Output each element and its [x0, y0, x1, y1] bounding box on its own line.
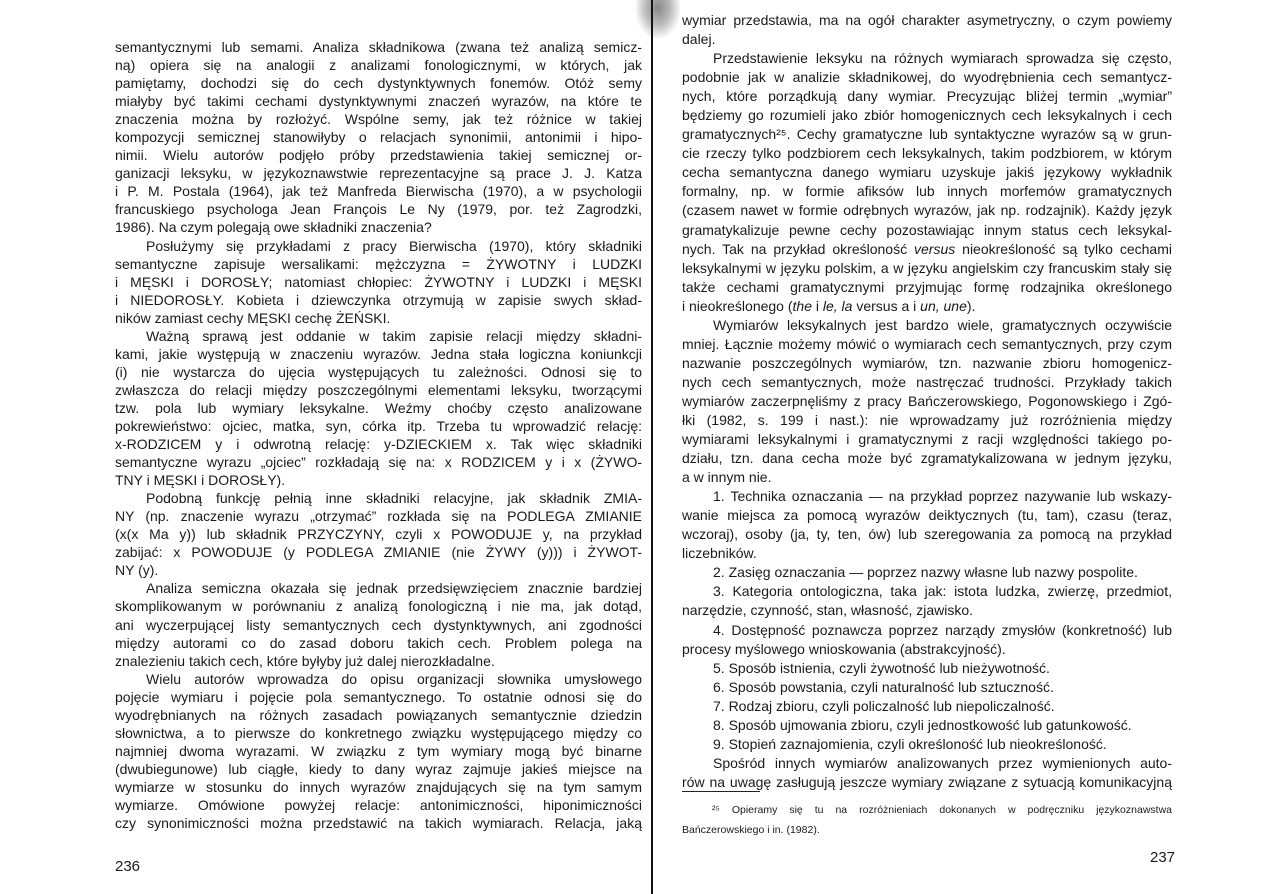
- footnote-line: Bańczerowskiego i in. (1982).: [682, 824, 820, 836]
- text-line: będziemy go rozumieli jako zbiór homogenicznych cech leksykalnych i cech: [682, 107, 1172, 124]
- text-line: wyodrębnianych na różnych zasadach powiązanych semantycznie dziedzin: [115, 706, 642, 723]
- text-line: miałyby być takimi cechami dystynktywnymi znaczeń wyrazów, na które te: [115, 93, 642, 110]
- text-line: (x(x Ma y)) lub składnik PRZYCZYNY, czyli x POWODUJE y, na przykład: [115, 526, 642, 543]
- text-line: liczebników.: [682, 545, 757, 562]
- text-line: Ważną sprawą jest oddanie w takim zapisie relacji między składni-: [146, 327, 642, 344]
- book-spine-shadow: [636, 0, 680, 38]
- text-line: ną) opiera się na analogii z analizami fonologicznymi, w których, jak: [115, 57, 642, 74]
- text-line: nimii. Wielu autorów podjęło próby przedstawienia takiej semicznej or-: [115, 147, 642, 164]
- text-line: semantycznymi lub semami. Analiza składnikowa (zwana też analizą semicz-: [115, 39, 642, 55]
- text-line: i nieokreślonego (the i le, la versus a i un, une).: [682, 297, 976, 314]
- text-line: TNY i MĘSKI i DOROSŁY).: [115, 472, 286, 489]
- text-line: narzędzie, czynność, stan, własność, zjawisko.: [682, 602, 974, 619]
- text-line: i MĘSKI i DOROSŁY; natomiast chłopiec: ŻYWOTNY i LUDZKI i MĘSKI: [115, 273, 642, 290]
- footnote-rule: [682, 791, 760, 792]
- text-line: nych cech semantycznych, może nastręczać trudności. Przykłady takich: [682, 373, 1172, 390]
- text-line: 1986). Na czym polegają owe składniki znaczenia?: [115, 219, 432, 236]
- text-line: NY (y).: [115, 562, 159, 579]
- paragraph: [682, 563, 1172, 582]
- paragraph: [115, 327, 642, 489]
- text-line: czy synonimiczności można przedstawić na takich wymiarach. Relacja, jaką: [115, 815, 642, 832]
- text-line: cie rzeczy tylko podzbiorem cech leksykalnych, takim podzbiorem, w którym: [682, 145, 1172, 162]
- paragraph: [115, 38, 642, 237]
- text-line: zwłaszcza do relacji między poszczególnymi elementami leksyku, tworzącymi: [115, 381, 642, 398]
- paragraph: [682, 697, 1172, 716]
- text-line: Posłużymy się przykładami z pracy Bierwischa (1970), który składniki: [146, 237, 642, 254]
- text-line: ani wyczerpującej listy semantycznych cech dystynktywnych, ani zgodności: [115, 616, 642, 633]
- text-line: najmniej dwoma wyrazami. W związku z tym wymiary mogą być binarne: [115, 742, 642, 759]
- text-line: tzw. pola lub wymiary leksykalne. Weźmy choćby często analizowane: [115, 399, 642, 416]
- text-line: kami, jakie występują w znaczeniu wyrazów. Jedna stała logiczna koniunkcji: [115, 345, 642, 362]
- paragraph: [682, 487, 1172, 563]
- text-line: mniej. Łącznie możemy mówić o wymiarach cech semantycznych, przy czym: [682, 335, 1172, 352]
- text-line: zabijać: x POWODUJE (y PODLEGA ZMIANIE (nie ŻYWY (y))) i ŻYWOT-: [115, 544, 642, 561]
- text-line: i P. M. Postala (1964), jak też Manfreda Bierwischa (1970), a w psychologii: [115, 183, 642, 200]
- text-line: nych, które porządkują dany wymiar. Precyzując bliżej termin „wymiar”: [682, 88, 1172, 105]
- text-line: Podobną funkcję pełnią inne składniki relacyjne, jak składnik ZMIA-: [146, 490, 642, 507]
- paragraph: [682, 621, 1172, 659]
- text-line: a w innym nie.: [682, 469, 772, 486]
- text-line: gramatycznych²⁵. Cechy gramatyczne lub syntaktyczne wyrazów są w grun-: [682, 126, 1172, 143]
- text-line: procesy myślowego wnioskowania (abstrakcyjność).: [682, 640, 1006, 657]
- text-line: Wymiarów leksykalnych jest bardzo wiele, gramatycznych oczywiście: [713, 316, 1172, 333]
- text-line: semantyczne zapisuje wersalikami: mężczyzna = ŻYWOTNY i LUDZKI: [115, 255, 642, 272]
- text-line: także cechami gramatycznymi przyjmując formę rodzajnika określonego: [682, 278, 1172, 295]
- text-line: ganizacji leksyku, w językoznawstwie reprezentacyjne są prace J. J. Katza: [115, 165, 642, 182]
- text-line: i NIEDOROSŁY. Kobieta i dziewczynka otrzymują w zapisie swych skład-: [115, 291, 642, 308]
- paragraph: [682, 754, 1172, 792]
- text-line: między autorami co do zasad doboru takich cech. Problem polega na: [115, 634, 642, 651]
- page-number-left: 236: [115, 858, 141, 875]
- paragraph: [682, 49, 1172, 316]
- text-line: x-RODZICEM y i odwrotną relację: y-DZIECKIEM x. Tak więc składniki: [115, 436, 642, 453]
- text-line: (czasem nawet w formie odrębnych wyrazów, jak np. rodzajnik). Każdy język: [682, 202, 1172, 219]
- page-number-right: 237: [1150, 849, 1176, 866]
- text-line: (i) nie wystarcza do ujęcia występujących tu zależności. Odnosi się to: [115, 363, 642, 380]
- text-line: słownictwa, a to pierwsze do konkretnego związku występującego między co: [115, 724, 642, 741]
- text-line: rów na uwagę zasługują jeszcze wymiary związane z sytuacją komunikacyjną: [682, 773, 1172, 790]
- paragraph: [115, 489, 642, 579]
- text-line: wymiarze. Omówione powyżej relacje: antonimiczności, hiponimiczności: [115, 796, 642, 813]
- text-line: Wielu autorów wprowadza do opisu organizacji słownika umysłowego: [146, 670, 642, 687]
- text-line: wymiarów zaczerpnęliśmy z pracy Bańczerowskiego, Pogonowskiego i Zgó-: [682, 392, 1172, 409]
- text-line: formalny, np. w formie afiksów lub innych morfemów gramatycznych: [682, 183, 1172, 200]
- paragraph: [115, 579, 642, 669]
- text-line: wymiarze w stosunku do innych wyrazów znajdujących się na tym samym: [115, 778, 642, 795]
- text-line: wczoraj), osoby (ja, ty, ten, ów) lub szeregowania za pomocą na przykład: [682, 526, 1172, 543]
- text-line: skomplikowanym w porównaniu z analizą fonologiczną i nie ma, jak dotąd,: [115, 598, 642, 615]
- book-spine: [651, 0, 653, 894]
- text-line: łki (1982, s. 199 i nast.): nie wprowadzamy już rozróżnienia między: [682, 411, 1172, 428]
- paragraph: [682, 735, 1172, 754]
- text-line: semantyczne wyrazu „ojciec” rozkładają się na: x RODZICEM y i x (ŻYWO-: [115, 454, 642, 471]
- text-line: cecha semantyczna danego wymiaru uzyskuje jakiś językowy wykładnik: [682, 164, 1172, 181]
- text-line: znaczenia można by rozłożyć. Wspólne semy, jak też różnice w takiej: [115, 111, 642, 128]
- paragraph: [115, 670, 642, 832]
- paragraph: [682, 678, 1172, 697]
- text-line: 1. Technika oznaczania — na przykład poprzez nazywanie lub wskazy-: [713, 488, 1172, 505]
- text-line: (dwubiegunowe) lub ciągłe, kiedy to dany wyraz zajmuje jakieś miejsce na: [115, 760, 642, 777]
- paragraph: [682, 316, 1172, 487]
- text-line: 9. Stopień zaznajomienia, czyli określoność lub nieokreśloność.: [713, 735, 1107, 752]
- text-line: nych. Tak na przykład określoność versus nieokreśloność są tylko cechami: [682, 240, 1172, 257]
- text-line: podobnie jak w analizie składnikowej, do wyodrębnienia cech semantycz-: [682, 69, 1172, 86]
- text-line: 7. Rodzaj zbioru, czyli policzalność lub niepoliczalność.: [713, 697, 1055, 714]
- text-line: pokrewieństwo: ojciec, matka, syn, córka itp. Trzeba tu wprowadzić relację:: [115, 417, 642, 434]
- text-line: Przedstawienie leksyku na różnych wymiarach sprowadza się często,: [713, 50, 1172, 67]
- text-line: 5. Sposób istnienia, czyli żywotność lub nieżywotność.: [713, 659, 1050, 676]
- text-line: Spośród innych wymiarów analizowanych przez wymienionych auto-: [713, 754, 1172, 771]
- paragraph: [115, 237, 642, 327]
- text-line: Analiza semiczna okazała się jednak przedsięwzięciem znacznie bardziej: [146, 580, 642, 597]
- text-line: kompozycji semicznej stanowiłyby o relacjach synonimii, antonimii i hipo-: [115, 129, 642, 146]
- text-line: 3. Kategoria ontologiczna, taka jak: istota ludzka, zwierzę, przedmiot,: [713, 583, 1172, 600]
- text-line: pojęcie wymiaru i pojęcie pola semantycznego. To ostatnie odnosi się do: [115, 688, 642, 705]
- text-line: francuskiego psychologa Jean François Le Ny (1979, por. też Zagrodzki,: [115, 201, 642, 218]
- paragraph: [682, 582, 1172, 620]
- paragraph: [682, 11, 1172, 49]
- text-line: NY (np. znaczenie wyrazu „otrzymać” rozkłada się na PODLEGA ZMIANIE: [115, 508, 642, 525]
- text-line: wanie miejsca za pomocą wyrazów deiktycznych (tu, tam), czasu (teraz,: [682, 507, 1172, 524]
- paragraph: [682, 716, 1172, 735]
- text-line: wymiarami leksykalnymi i gramatycznymi z racji względności takiego po-: [682, 431, 1172, 448]
- text-line: 2. Zasięg oznaczania — poprzez nazwy własne lub nazwy pospolite.: [713, 564, 1138, 581]
- text-line: pamiętamy, dochodzi się do cech dystynktywnych fonemów. Otóż semy: [115, 75, 642, 92]
- text-line: 6. Sposób powstania, czyli naturalność lub sztuczność.: [713, 678, 1054, 695]
- footnote-line: ²⁵ Opieramy się tu na rozróżnieniach dokonanych w podręczniku językoznawstwa: [712, 804, 1172, 816]
- text-line: gramatykalizuje pewne cechy pozostawiając innym status cech leksykal-: [682, 221, 1172, 238]
- text-line: ników zamiast cechy MĘSKI cechę ŻEŃSKI.: [115, 309, 391, 326]
- text-line: nazwanie poszczególnych wymiarów, tzn. nazwanie zbioru homogenicz-: [682, 354, 1172, 371]
- text-line: 4. Dostępność poznawcza poprzez narządy zmysłów (konkretność) lub: [713, 621, 1172, 638]
- text-line: wymiar przedstawia, ma na ogół charakter asymetryczny, o czym powiemy: [682, 12, 1172, 28]
- text-line: 8. Sposób ujmowania zbioru, czyli jednostkowość lub gatunkowość.: [713, 716, 1132, 733]
- footnote: [682, 800, 1172, 840]
- text-line: dalej.: [682, 31, 716, 48]
- right-page-text: [682, 11, 1172, 792]
- left-page-text: [115, 38, 642, 832]
- text-line: leksykalnymi w języku polskim, a w języku angielskim czy francuskim stały się: [682, 259, 1172, 276]
- text-line: działu, tzn. dana cecha może być zgramatykalizowana w jednym języku,: [682, 450, 1172, 467]
- text-line: znalezieniu takich cech, które byłyby już dalej nierozkładalne.: [115, 652, 495, 669]
- paragraph: [682, 659, 1172, 678]
